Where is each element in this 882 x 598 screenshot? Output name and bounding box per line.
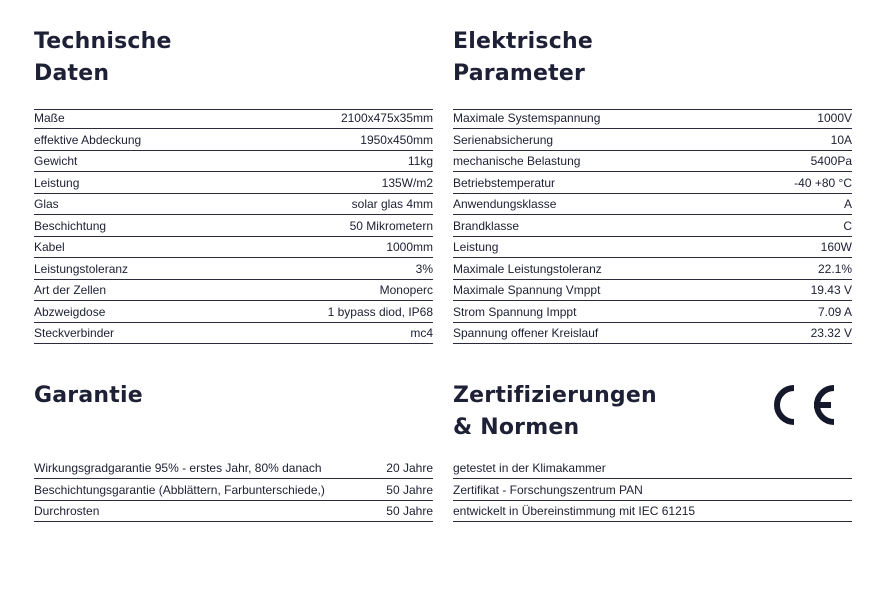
- row-label: Leistungstoleranz: [34, 261, 129, 276]
- row-value: A: [843, 197, 852, 211]
- row-label: Maximale Systemspannung: [453, 111, 601, 125]
- row-value: Monoperc: [379, 283, 433, 297]
- row-label: Wirkungsgradgarantie 95% - erstes Jahr, 80% danach: [34, 461, 322, 475]
- row-label: Brandklasse: [453, 218, 520, 233]
- row-value: 50 Jahre: [386, 504, 433, 518]
- row-value: 50 Mikrometern: [349, 218, 433, 233]
- technical-title-line1: Technische: [34, 29, 172, 54]
- row-value: 1000V: [817, 111, 852, 125]
- table-row: [453, 194, 852, 216]
- certifications-title-line2: & Normen: [453, 415, 580, 440]
- row-value: 2100x475x35mm: [340, 111, 433, 125]
- row-label: Spannung offener Kreislauf: [453, 326, 599, 340]
- row-value: 20 Jahre: [386, 461, 433, 475]
- table-row: [453, 280, 852, 302]
- table-row: [34, 479, 433, 501]
- row-value: 22.1%: [817, 261, 852, 276]
- electrical-title-line2: Parameter: [453, 61, 586, 86]
- table-row: [34, 459, 433, 479]
- row-label: Beschichtungsgarantie (Abblättern, Farbunterschiede,): [34, 482, 325, 497]
- row-value: 23.32 V: [810, 326, 852, 340]
- row-label: Leistung: [453, 240, 499, 254]
- row-value: 3%: [415, 261, 433, 276]
- table-row: [34, 215, 433, 237]
- warranty-title: Garantie: [34, 383, 143, 408]
- row-value: 1950x450mm: [360, 132, 433, 147]
- table-row: [453, 237, 852, 259]
- row-label: Maximale Leistungstoleranz: [453, 261, 602, 276]
- table-row: [34, 501, 433, 523]
- table-row: [34, 323, 433, 345]
- row-label: Anwendungsklasse: [453, 197, 557, 211]
- table-row: [34, 109, 433, 129]
- row-value: 19.43 V: [810, 283, 852, 297]
- certifications-table: [453, 459, 852, 522]
- row-label: Beschichtung: [34, 218, 107, 233]
- row-label: Kabel: [34, 240, 65, 254]
- table-row: [453, 301, 852, 323]
- technical-data-title: [34, 26, 433, 90]
- table-row: [34, 301, 433, 323]
- table-row: [453, 129, 852, 151]
- row-label: Glas: [34, 197, 59, 211]
- row-label: Steckverbinder: [34, 326, 115, 340]
- table-row: [34, 280, 433, 302]
- table-row: [453, 459, 852, 479]
- certifications-title-line1: Zertifizierungen: [453, 383, 657, 408]
- table-row: [453, 323, 852, 345]
- row-value: 7.09 A: [817, 304, 852, 319]
- table-row: [453, 109, 852, 129]
- row-value: -40 +80 °C: [794, 175, 852, 190]
- table-row: [34, 151, 433, 173]
- technical-data-table: [34, 109, 433, 344]
- row-label: Strom Spannung Imppt: [453, 304, 577, 319]
- row-label: Zertifikat - Forschungszentrum PAN: [453, 482, 643, 497]
- table-row: [453, 258, 852, 280]
- row-label: Abzweigdose: [34, 304, 106, 319]
- row-value: 50 Jahre: [386, 482, 433, 497]
- row-label: Leistung: [34, 175, 80, 190]
- warranty-section: [34, 380, 433, 530]
- electrical-title-line1: Elektrische: [453, 29, 593, 54]
- electrical-parameters-section: [453, 26, 852, 346]
- technical-title-line2: Daten: [34, 61, 110, 86]
- warranty-table: [34, 459, 433, 522]
- row-label: entwickelt in Übereinstimmung mit IEC 61215: [453, 504, 696, 518]
- table-row: [34, 172, 433, 194]
- row-label: getestet in der Klimakammer: [453, 461, 606, 475]
- row-label: Durchrosten: [34, 504, 100, 518]
- row-label: Maße: [34, 111, 65, 125]
- table-row: [34, 129, 433, 151]
- row-label: Maximale Spannung Vmppt: [453, 283, 601, 297]
- row-value: mc4: [410, 326, 433, 340]
- row-label: Gewicht: [34, 154, 78, 168]
- row-value: 1 bypass diod, IP68: [327, 304, 433, 319]
- row-value: 160W: [820, 240, 852, 254]
- row-value: 5400Pa: [810, 154, 852, 168]
- table-row: [34, 194, 433, 216]
- row-label: Betriebstemperatur: [453, 175, 556, 190]
- row-value: 1000mm: [386, 240, 433, 254]
- table-row: [34, 237, 433, 259]
- row-value: 10A: [830, 132, 852, 147]
- row-value: 11kg: [407, 154, 433, 168]
- row-value: C: [843, 218, 852, 233]
- row-label: mechanische Belastung: [453, 154, 581, 168]
- row-label: Art der Zellen: [34, 283, 107, 297]
- table-row: [453, 501, 852, 523]
- table-row: [453, 479, 852, 501]
- row-value: solar glas 4mm: [351, 197, 433, 211]
- table-row: [453, 172, 852, 194]
- table-row: [453, 215, 852, 237]
- electrical-parameters-table: [453, 109, 852, 344]
- electrical-parameters-title: [453, 26, 852, 90]
- table-row: [34, 258, 433, 280]
- ce-mark-icon: [764, 380, 840, 430]
- row-value: 135W/m2: [381, 175, 433, 190]
- row-label: Serienabsicherung: [453, 132, 554, 147]
- technical-data-section: [34, 26, 433, 346]
- table-row: [453, 151, 852, 173]
- row-label: effektive Abdeckung: [34, 132, 142, 147]
